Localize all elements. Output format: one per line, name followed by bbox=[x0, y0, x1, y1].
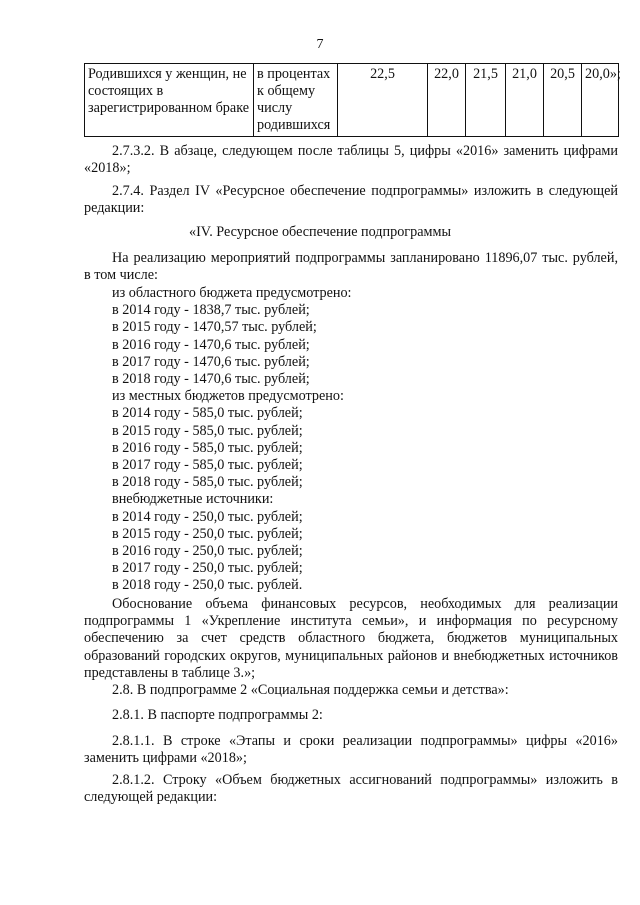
list-item: в 2015 году - 585,0 тыс. рублей; bbox=[112, 422, 303, 439]
list-item: в 2015 году - 250,0 тыс. рублей; bbox=[112, 525, 303, 542]
value-cell: 21,5 bbox=[466, 64, 506, 137]
row-unit: в процентах к общему числу родившихся bbox=[254, 64, 338, 137]
table-row bbox=[85, 64, 619, 137]
list-item: в 2018 году - 585,0 тыс. рублей; bbox=[112, 474, 303, 491]
extra-heading: внебюджетные источники: bbox=[112, 491, 274, 508]
list-item: в 2017 году - 585,0 тыс. рублей; bbox=[112, 457, 303, 474]
intro-paragraph: На реализацию мероприятий подпрограммы запланировано 11896,07 тыс. рублей, в том числе: bbox=[84, 250, 618, 284]
value-cell: 22,5 bbox=[338, 64, 428, 137]
paragraph-28: 2.8. В подпрограмме 2 «Социальная поддержка семьи и детства»: bbox=[112, 682, 509, 698]
indicator-table bbox=[84, 63, 619, 137]
list-item: в 2018 году - 250,0 тыс. рублей. bbox=[112, 577, 303, 594]
value-cell: 20,0»; bbox=[582, 64, 619, 137]
list-item: в 2014 году - 585,0 тыс. рублей; bbox=[112, 405, 303, 422]
funding-list bbox=[112, 285, 612, 595]
value-cell: 20,5 bbox=[544, 64, 582, 137]
local-heading: из местных бюджетов предусмотрено: bbox=[112, 388, 344, 405]
paragraph-2732: 2.7.3.2. В абзаце, следующем после таблицы 5, цифры «2016» заменить цифрами «2018»; bbox=[84, 143, 618, 177]
justification-paragraph: Обоснование объема финансовых ресурсов, необходимых для реализации подпрограммы 1 «Укрепление института семьи», и информация по ресурсному обеспечению за счет средств областного бюджета, бюджетов муниципальных образований городских округов, муниципальных районов и внебюджетных источников представлены в таблице 3.»; bbox=[84, 596, 618, 681]
value-cell: 22,0 bbox=[428, 64, 466, 137]
regional-heading: из областного бюджета предусмотрено: bbox=[112, 285, 352, 301]
value-cell: 21,0 bbox=[506, 64, 544, 137]
paragraph-2811: 2.8.1.1. В строке «Этапы и сроки реализации подпрограммы» цифры «2016» заменить цифрами «2018»; bbox=[84, 733, 618, 767]
list-item: в 2018 году - 1470,6 тыс. рублей; bbox=[112, 371, 310, 388]
list-item: в 2014 году - 1838,7 тыс. рублей; bbox=[112, 302, 310, 319]
list-item: в 2016 году - 585,0 тыс. рублей; bbox=[112, 439, 303, 456]
list-item: в 2016 году - 250,0 тыс. рублей; bbox=[112, 543, 303, 560]
row-label: Родившихся у женщин, не состоящих в зарегистрированном браке bbox=[85, 64, 254, 137]
paragraph-2812: 2.8.1.2. Строку «Объем бюджетных ассигнований подпрограммы» изложить в следующей редакции: bbox=[84, 772, 618, 806]
list-item: в 2017 году - 1470,6 тыс. рублей; bbox=[112, 353, 310, 370]
list-item: в 2015 году - 1470,57 тыс. рублей; bbox=[112, 319, 317, 336]
list-item: в 2016 году - 1470,6 тыс. рублей; bbox=[112, 336, 310, 353]
section-heading: «IV. Ресурсное обеспечение подпрограммы bbox=[188, 224, 452, 240]
paragraph-281: 2.8.1. В паспорте подпрограммы 2: bbox=[112, 707, 323, 723]
list-item: в 2017 году - 250,0 тыс. рублей; bbox=[112, 560, 303, 577]
page-number: 7 bbox=[316, 37, 324, 52]
paragraph-274: 2.7.4. Раздел IV «Ресурсное обеспечение подпрограммы» изложить в следующей редакции: bbox=[84, 183, 618, 217]
list-item: в 2014 году - 250,0 тыс. рублей; bbox=[112, 508, 303, 525]
